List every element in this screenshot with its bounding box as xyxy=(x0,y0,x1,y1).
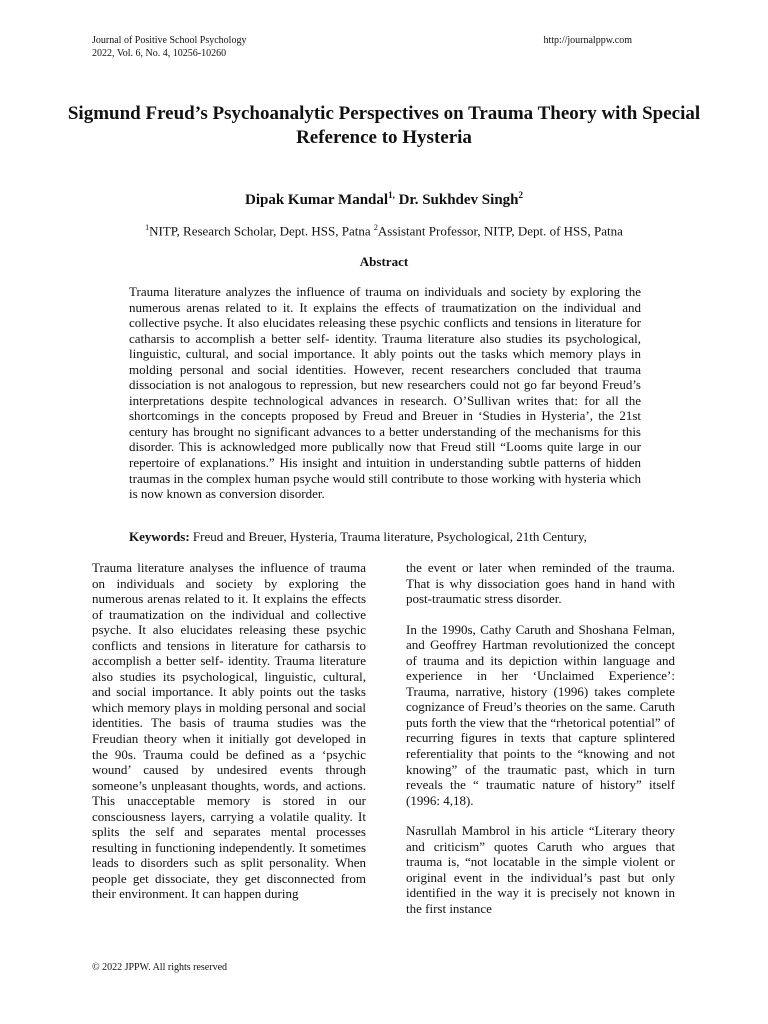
body-paragraph: In the 1990s, Cathy Caruth and Shoshana Felman, and Geoffrey Hartman revolutionized the concept of trauma and its depiction within language and experience in her ‘Unclaimed Experience’: Trauma, narrative, history (1996) takes complete cognizance of Freud’s theories on the same. Caruth puts forth the view that the “rhetorical potential” of recurring figures in texts that capture splintered referentiality that points to the “knowing and not knowing” of the traumatic past, which in turn reveals the “ traumatic nature of history” itself (1996: 4,18). xyxy=(406,621,675,808)
journal-name: Journal of Positive School Psychology xyxy=(92,35,247,46)
keywords xyxy=(129,529,649,545)
author-2-sup: 2 xyxy=(518,190,524,200)
abstract-text: Trauma literature analyzes the influence of trauma on individuals and society by exploring the numerous arenas related to it. It explains the effects of traumatization on the individual and collective psyche. It also elucidates releasing these psychic conflicts and tensions in literature for catharsis to accomplish a better self- identity. Trauma literature also studies its psychological, linguistic, cultural, and social importance. It ably points out the tasks which memory plays in molding personal and social identities. However, recent researchers concluded that trauma dissociation is not analogous to repression, but new researchers could not go far beyond Freud’s interpretations despite technological advances in research. O’Sullivan writes that: for all the shortcomings in the concepts proposed by Freud and Breuer in ‘Studies in Hysteria’, the 21st century has brought no significant advances to a better understanding of the mechanisms for this disorder. This is acknowledged more publically now that Freud still “Looms quite large in our repertoire of explanations.” His insight and intuition in understanding subtle patterns of hidden traumas in the complex human psyche would still contribute to those working with hysteria which is now known as conversion disorder. xyxy=(129,284,641,502)
authors xyxy=(0,190,768,209)
body-paragraph: the event or later when reminded of the trauma. That is why dissociation goes hand in hand with post-traumatic stress disorder. xyxy=(406,560,675,607)
body-paragraph: Nasrullah Mambrol in his article “Literary theory and criticism” quotes Caruth who argues that trauma is, “not locatable in the simple violent or original event in the individual’s past but only identified in the way it is precisely not known in the first instance xyxy=(406,823,675,916)
affil-1: NITP, Research Scholar, Dept. HSS, Patna xyxy=(149,223,374,239)
journal-url[interactable]: http://journalppw.com xyxy=(543,35,632,46)
page-header xyxy=(92,34,632,60)
keywords-label: Keywords: xyxy=(129,529,190,544)
journal-issue: 2022, Vol. 6, No. 4, 10256-10260 xyxy=(92,48,227,59)
body-paragraph: Trauma literature analyses the influence of trauma on individuals and society by exploring the numerous arenas related to it. It explains the effects of traumatization on the individual and collective psyche. It also elucidates releasing these psychic conflicts and tensions in literature for catharsis to accomplish a better self- identity. Trauma literature also studies its psychological, linguistic, cultural, and social importance. It ably points out the tasks which memory plays in molding personal and social identities. The basis of trauma studies was the Freudian theory when it initially got developed in the 90s. Trauma could be defined as a ‘psychic wound’ caused by undesired events through someone’s unpleasant thoughts, words, and actions. This unacceptable memory is stored in our consciousness layers, carrying a volatile quality. It splits the self and separates mental processes resulting in functioning independently. It sometimes leads to disorders such as split personality. When people get dissociate, they get disconnected from their environment. It can happen during xyxy=(92,560,366,902)
affil-1-sup: 1 xyxy=(145,223,150,232)
page-footer: © 2022 JPPW. All rights reserved xyxy=(92,962,228,973)
paper-title: Sigmund Freud’s Psychoanalytic Perspectives on Trauma Theory with Special Reference to Hysteria xyxy=(67,103,701,148)
abstract-heading: Abstract xyxy=(359,254,409,269)
affiliations xyxy=(0,223,768,239)
affil-2-sup: 2 xyxy=(373,223,378,232)
affil-2: Assistant Professor, NITP, Dept. of HSS, Patna xyxy=(377,223,623,239)
body-right-column xyxy=(406,560,675,931)
author-2: Dr. Sukhdev Singh xyxy=(394,192,519,208)
author-1: Dipak Kumar Mandal xyxy=(244,192,389,208)
body-left-column xyxy=(92,560,366,917)
keywords-text: Freud and Breuer, Hysteria, Trauma literature, Psychological, 21th Century, xyxy=(189,529,587,544)
author-1-sup: 1, xyxy=(388,190,395,200)
